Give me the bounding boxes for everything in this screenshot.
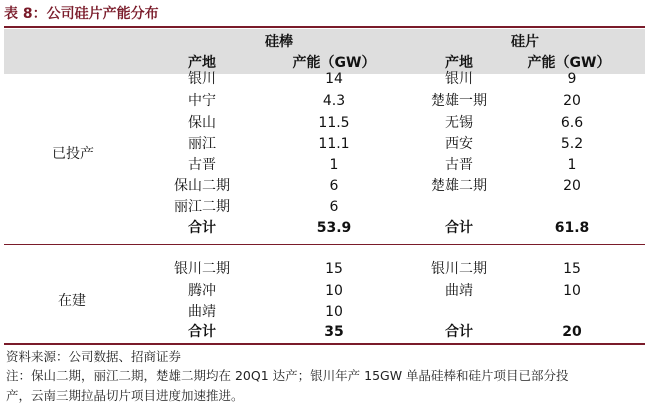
location-right: 银川二期 [431,261,487,277]
location-left: 中宁 [188,93,216,109]
total-capacity-left: 35 [324,324,344,340]
capacity-left: 10 [325,283,343,299]
header-capacity-left: 产能（GW） [292,55,376,71]
capacity-left: 11.1 [318,136,350,152]
total-capacity-right: 20 [562,324,582,340]
total-capacity-right: 61.8 [554,220,590,236]
location-left: 银川二期 [174,261,230,277]
location-left: 丽江二期 [174,199,230,215]
section-divider [4,244,645,245]
table-row [0,258,649,280]
capacity-left: 4.3 [322,93,346,109]
capacity-left: 15 [325,261,343,277]
capacity-right: 20 [563,178,581,194]
source-note: 资料来源：公司数据、招商证券 [6,349,182,364]
table-row [0,68,649,90]
capacity-left: 1 [329,157,339,173]
capacity-right: 15 [563,261,581,277]
table-row [0,175,649,197]
capacity-right: 5.2 [560,136,584,152]
total-capacity-left: 53.9 [316,220,352,236]
header-group-right: 硅片 [511,34,539,50]
location-right: 银川 [445,71,473,87]
capacity-left: 6 [329,178,339,194]
bottom-rule [4,343,645,345]
header-capacity-right: 产能（GW） [527,55,611,71]
location-right: 楚雄二期 [431,178,487,194]
capacity-right: 6.6 [560,115,584,131]
group-label-building: 在建 [58,293,86,309]
location-right: 曲靖 [445,283,473,299]
capacity-right: 9 [567,71,577,87]
header-group-left: 硅棒 [265,34,293,50]
location-right: 无锡 [445,115,473,131]
table-row-total [0,217,649,239]
footnote-line-1: 注：保山二期，丽江二期，楚雄二期均在 20Q1 达产；银川年产 15GW 单晶硅棒和硅片项目已部分投 [6,368,569,383]
total-label-right: 合计 [445,324,473,340]
location-left: 腾冲 [188,283,216,299]
location-left: 银川 [188,71,216,87]
top-rule [4,26,645,28]
location-left: 保山二期 [174,178,230,194]
group-label-operating: 已投产 [52,146,94,162]
footnote-line-2: 产，云南三期拉晶切片项目进度加速推进。 [6,388,244,403]
location-right: 古晋 [445,157,473,173]
table-row [0,154,649,176]
location-left: 丽江 [188,136,216,152]
total-label-right: 合计 [445,220,473,236]
table-title: 表 8：公司硅片产能分布 [4,6,159,22]
location-right: 西安 [445,136,473,152]
table-row [0,301,649,323]
table-row-total [0,321,649,343]
location-right: 楚雄一期 [431,93,487,109]
header-location-right: 产地 [445,55,473,71]
capacity-right: 20 [563,93,581,109]
capacity-left: 10 [325,304,343,320]
total-label-left: 合计 [188,324,216,340]
capacity-right: 10 [563,283,581,299]
location-left: 保山 [188,115,216,131]
table-row [0,133,649,155]
total-label-left: 合计 [188,220,216,236]
location-left: 古晋 [188,157,216,173]
capacity-right: 1 [567,157,577,173]
capacity-left: 6 [329,199,339,215]
table-row [0,112,649,134]
capacity-left: 14 [325,71,343,87]
table-row [0,90,649,112]
capacity-left: 11.5 [318,115,350,131]
table-row [0,196,649,218]
location-left: 曲靖 [188,304,216,320]
table-row [0,280,649,302]
header-location-left: 产地 [188,55,216,71]
